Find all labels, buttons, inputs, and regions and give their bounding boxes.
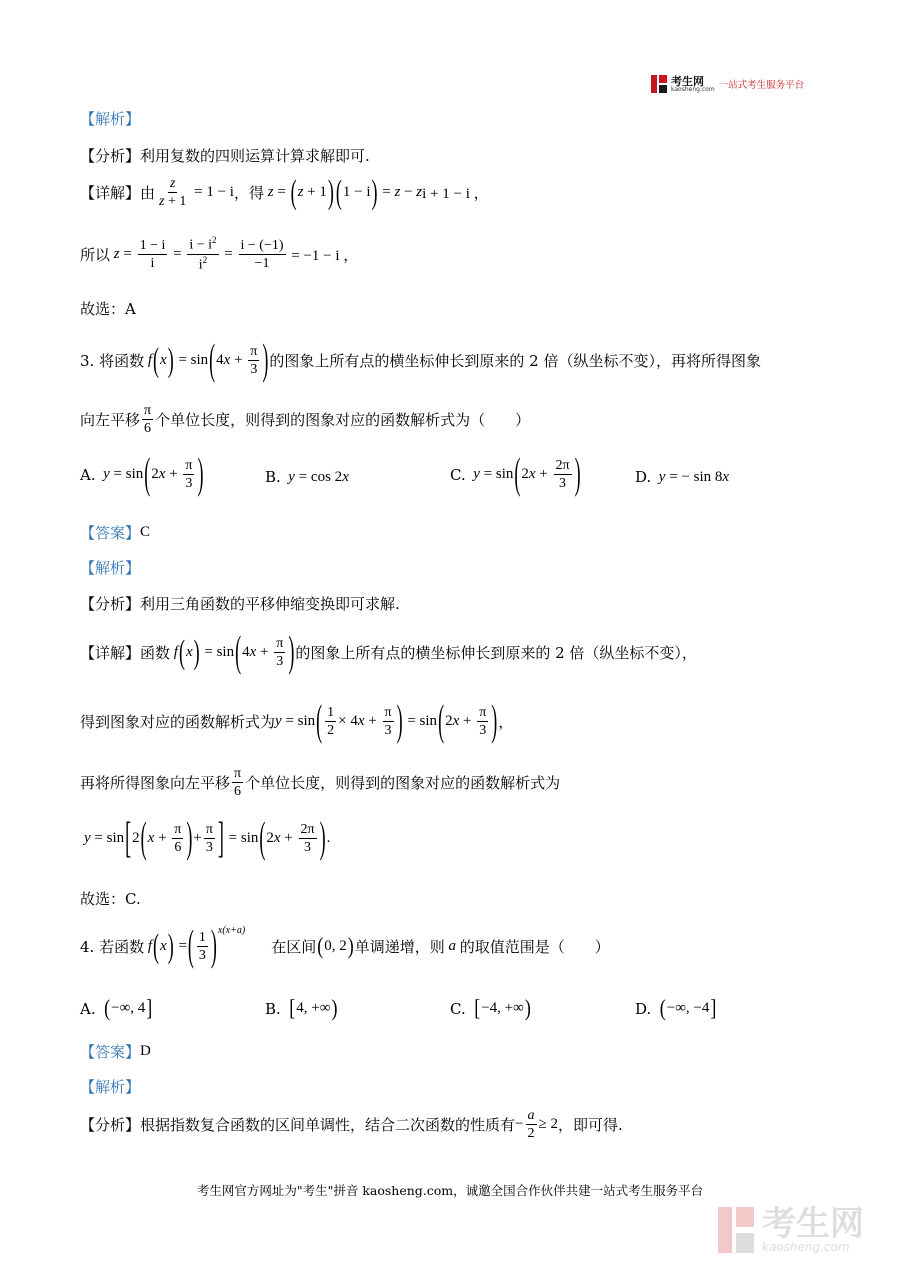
q2-choice: 故选：A: [80, 300, 136, 318]
watermark-url: kaosheng.com: [762, 1240, 850, 1254]
watermark-name: 考生网: [762, 1204, 864, 1244]
q3-analysis: 【分析】 利用三角函数的平移伸缩变换即可求解.: [80, 595, 400, 613]
q3-jiexi-heading: 【解析】: [80, 559, 141, 577]
q2-detail-line2: 所以 z = $\frac{1 - i}{i}$ = $\frac{i - i^2}{i^2}$ = $\frac{i - (-1)}{-1}$ = −1 − i ，: [80, 235, 359, 273]
q3-option-b: B. y = cos 2 x: [265, 468, 349, 486]
q4-jiexi-heading: 【解析】: [80, 1078, 141, 1096]
q3-answer: 【答案】 C: [80, 524, 151, 542]
q4-answer: 【答案】 D: [80, 1043, 151, 1061]
q2-analysis: 【分析】 利用复数的四则运算计算求解即可.: [80, 147, 370, 165]
q3-detail-line1: 【详解】 函数 f ( x ) = sin ( 4 x + $\frac{\pi}{3}$ ) 的图象上所有点的横坐标伸长到原来的 2 倍（纵坐标不变），: [80, 627, 697, 676]
header-logo: [651, 73, 804, 95]
q4-option-c: C. [ −4, +∞ ): [450, 994, 531, 1021]
q3-option-c: C. y = sin ( 2 x + $\frac{2\pi}{3}$ ): [450, 449, 581, 498]
q3-stem-line1: 3. 将函数 f ( x ) = sin ( 4 x + $\frac{\pi}{3}$ ) 的图象上所有点的横坐标伸长到原来的 2 倍（纵坐标不变），再将所得图象: [80, 335, 761, 384]
q4-analysis: 【分析】 根据指数复合函数的区间单调性，结合二次函数的性质有 − $\frac{a}{2}$ ≥ 2 ，即可得.: [80, 1108, 623, 1142]
q3-detail-line2: 得到图象对应的函数解析式为 y = sin ( $\frac{1}{2}$ × 4 x + $\frac{\pi}{3}$ ) = sin ( 2 x + $\frac{\pi}{3}$ ) ，: [80, 696, 514, 745]
q4-option-a: A. ( −∞, 4 ]: [80, 994, 153, 1021]
q3-option-d: D. y = − sin 8 x: [635, 468, 730, 486]
logo-name: 考生网: [671, 74, 704, 88]
q2-detail-line1: 【详解】 由 $\frac{z}{z + 1}$ = 1 − i ，得 z = ( z + 1 ) ( 1 − i ) = z − z i + 1 − i ，: [80, 172, 489, 211]
q4-option-d: D. ( −∞, −4 ]: [635, 994, 717, 1021]
q4-option-b: B. [ 4, +∞ ): [265, 994, 338, 1021]
q4-stem: 4. 若函数 f ( x ) = ( $\frac{1}{3}$ ) x(x+a) 在区间 ( 0, 2 ) 单调递增，则 a 的取值范围是（ ）: [80, 921, 610, 970]
page-footer: 考生网官方网址为"考生"拼音 kaosheng.com，诚邀全国合作伙伴共建一站式考生服务平台: [196, 1183, 704, 1198]
kaosheng-watermark-icon: [718, 1207, 754, 1253]
q2-jiexi-heading: 【解析】: [80, 110, 141, 128]
logo-slogan: 一站式考生服务平台: [718, 80, 805, 91]
q3-option-a: A. y = sin ( 2 x + $\frac{\pi}{3}$ ): [80, 449, 204, 498]
q3-choice: 故选：C.: [80, 890, 141, 908]
q3-stem-line2: 向左平移 $\frac{\pi}{6}$ 个单位长度，则得到的图象对应的函数解析式为（ ）: [80, 403, 531, 437]
watermark-logo: [718, 1204, 864, 1254]
logo-url: kaosheng.com: [671, 85, 715, 93]
q3-detail-line4: y = sin [ 2 ( x + $\frac{\pi}{6}$ ) + $\frac{\pi}{3}$ ] = sin ( 2 x + $\frac{2\pi}{3}$ ) .: [84, 813, 331, 862]
q3-detail-line3: 再将所得图象向左平移 $\frac{\pi}{6}$ 个单位长度，则得到的图象对应的函数解析式为: [80, 766, 561, 800]
kaosheng-logo-icon: [651, 75, 667, 93]
